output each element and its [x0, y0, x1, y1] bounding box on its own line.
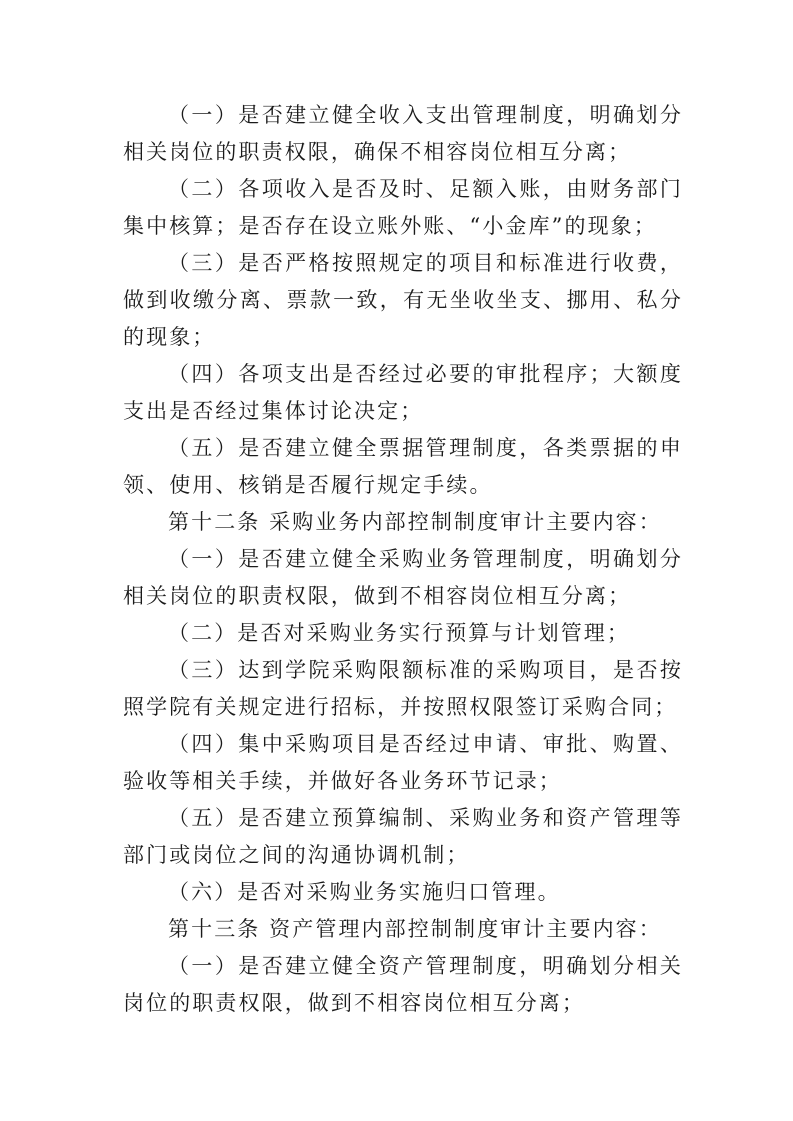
paragraph-procurement-4: （四）集中采购项目是否经过申请、审批、购置、验收等相关手续，并做好各业务环节记录； [123, 732, 683, 793]
paragraph-income-3: （三）是否严格按照规定的项目和标准进行收费，做到收缴分离、票款一致，有无坐收坐支、挪用、私分的现象； [123, 251, 683, 349]
paragraph-income-2: （二）各项收入是否及时、足额入账，由财务部门集中核算；是否存在设立账外账、“小金库”的现象； [123, 177, 683, 238]
document-body [123, 97, 683, 1022]
paragraph-procurement-3: （三）达到学院采购限额标准的采购项目，是否按照学院有关规定进行招标，并按照权限签订采购合同； [123, 658, 683, 719]
paragraph-income-1: （一）是否建立健全收入支出管理制度，明确划分相关岗位的职责权限，确保不相容岗位相互分离； [123, 103, 683, 164]
paragraph-procurement-6: （六）是否对采购业务实施归口管理。 [168, 880, 561, 904]
article-13-heading: 第十三条 资产管理内部控制制度审计主要内容： [168, 917, 662, 941]
paragraph-procurement-2: （二）是否对采购业务实行预算与计划管理； [168, 621, 630, 645]
article-12-heading: 第十二条 采购业务内部控制制度审计主要内容： [168, 510, 662, 534]
paragraph-procurement-1: （一）是否建立健全采购业务管理制度，明确划分相关岗位的职责权限，做到不相容岗位相互分离； [123, 547, 683, 608]
paragraph-income-5: （五）是否建立健全票据管理制度，各类票据的申领、使用、核销是否履行规定手续。 [123, 436, 683, 497]
paragraph-procurement-5: （五）是否建立预算编制、采购业务和资产管理等部门或岗位之间的沟通协调机制； [123, 806, 683, 867]
paragraph-income-4: （四）各项支出是否经过必要的审批程序；大额度支出是否经过集体讨论决定； [123, 362, 683, 423]
paragraph-assets-1: （一）是否建立健全资产管理制度，明确划分相关岗位的职责权限，做到不相容岗位相互分离； [123, 954, 683, 1015]
